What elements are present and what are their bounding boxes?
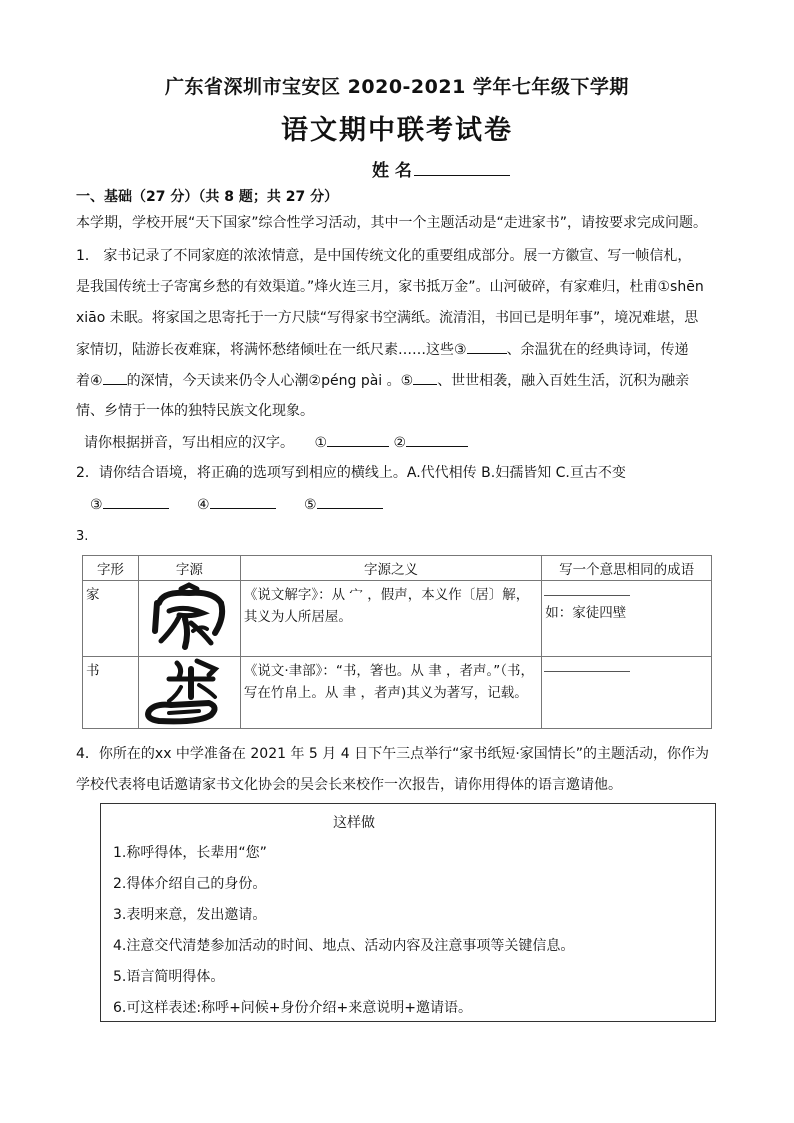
ancient-glyph-cell <box>138 581 240 657</box>
ancient-shu-glyph-icon <box>139 657 239 727</box>
blank-5-label: ⑤ <box>304 497 317 513</box>
character-origin-table <box>82 555 712 729</box>
zi-meaning-cell: 《说文·聿部》：“书，箸也。从 聿 ，者声。”（书，写在竹帛上。从 聿 ，者声)其义为著写，记载。 <box>243 663 534 701</box>
table-row <box>83 581 712 657</box>
name-blank[interactable] <box>414 161 510 176</box>
q4-line1: 4．你所在的xx 中学准备在 2021 年 5 月 4 日下午三点举行“家书纸短·家国情长”的主题活动，你作为 <box>76 746 710 762</box>
tips-item: 6.可这样表述:称呼+问候+身份介绍+来意说明+邀请语。 <box>113 1000 472 1016</box>
section-heading: 一、基础（27 分）（共 8 题；共 27 分） <box>76 189 339 205</box>
q1-line2: 是我国传统士子寄寓乡愁的有效渠道。”烽火连三月，家书抵万金”。山河破碎，有家难归，杜甫①shēn <box>76 279 704 295</box>
tips-item: 5.语言简明得体。 <box>113 969 225 985</box>
exam-title-line2: 语文期中联考试卷 <box>281 115 513 146</box>
q2-blanks-row <box>90 495 383 514</box>
q1-line4-text-a: 家情切，陆游长夜难寐，将满怀愁绪倾吐在一纸尺素……这些③ <box>76 342 467 358</box>
blank-4-input[interactable] <box>210 495 276 509</box>
q1-prompt: 请你根据拼音，写出相应的汉字。 <box>84 435 294 451</box>
blank-4-label: ④ <box>197 497 210 513</box>
ancient-jia-glyph-icon <box>139 581 239 651</box>
q1-line3: xiāo 未眠。将家国之思寄托于一方尺牍“写得家书空满纸。流清泪，书回已是明年事”，境况难堪，思 <box>76 310 699 326</box>
blank-3-input[interactable] <box>103 495 169 509</box>
tips-item: 4.注意交代清楚参加活动的时间、地点、活动内容及注意事项等关键信息。 <box>113 938 575 954</box>
q1-line5-text-b: 的深情，今天读来仍令人心潮②péng pài 。⑤ <box>126 373 414 389</box>
q1-line5 <box>76 371 689 390</box>
blank-1-input[interactable] <box>327 433 389 447</box>
zi-meaning-cell: 《说文解字》：从 宀 ，假声，本义作〔居〕解，其义为人所居屋。 <box>243 587 530 625</box>
blank-2-input[interactable] <box>406 433 468 447</box>
section-intro: 本学期，学校开展“天下国家”综合性学习活动，其中一个主题活动是“走进家书”，请按要求完成问题。 <box>76 215 708 231</box>
table-header-row <box>83 556 712 581</box>
q2-line1: 2．请你结合语境，将正确的选项写到相应的横线上。A.代代相传 B.妇孺皆知 C.亘古不变 <box>76 465 626 481</box>
exam-title-line1: 广东省深圳市宝安区 2020-2021 学年七年级下学期 <box>165 76 629 98</box>
table-header: 写一个意思相同的成语 <box>542 556 712 581</box>
table-header: 字源之义 <box>240 556 541 581</box>
q3-label: 3. <box>76 529 89 544</box>
blank-3-label: ③ <box>90 497 103 513</box>
q1-prompt-row <box>84 433 468 452</box>
idiom-example: 如：家徒四壁 <box>545 605 627 621</box>
blank-4-inline[interactable] <box>103 371 127 385</box>
blank-5-input[interactable] <box>317 495 383 509</box>
q1-line6: 情、乡情于一体的独特民族文化现象。 <box>76 403 314 419</box>
ancient-glyph-cell <box>138 657 240 729</box>
q4-line2: 学校代表将电话邀请家书文化协会的吴会长来校作一次报告，请你用得体的语言邀请他。 <box>76 777 622 793</box>
q1-line4 <box>76 340 689 359</box>
q1-line1: 1． 家书记录了不同家庭的浓浓情意，是中国传统文化的重要组成部分。展一方徽宣、写一帧信札， <box>76 248 692 264</box>
tips-item: 1.称呼得体，长辈用“您” <box>113 845 267 861</box>
q1-line5-text-a: 着④ <box>76 373 103 389</box>
table-row <box>83 657 712 729</box>
q1-line4-text-b: 、余温犹在的经典诗词，传递 <box>506 342 689 358</box>
tips-item: 3.表明来意，发出邀请。 <box>113 907 267 923</box>
tips-box <box>100 803 716 1022</box>
zixing-cell: 家 <box>86 587 100 603</box>
idiom-example <box>542 672 711 678</box>
table-header: 字源 <box>138 556 240 581</box>
name-label: 姓 名 <box>372 161 412 181</box>
tips-item: 2.得体介绍自己的身份。 <box>113 876 267 892</box>
blank-3-inline[interactable] <box>467 340 507 354</box>
blank-5-inline[interactable] <box>413 371 437 385</box>
blank-2-label: ② <box>393 435 407 451</box>
tips-heading: 这样做 <box>333 815 375 831</box>
table-header: 字形 <box>83 556 139 581</box>
blank-1-label: ① <box>314 435 328 451</box>
zixing-cell: 书 <box>86 663 100 679</box>
name-field[interactable] <box>372 156 510 181</box>
q1-line5-text-c: 、世世相袭，融入百姓生活，沉积为融亲 <box>437 373 690 389</box>
